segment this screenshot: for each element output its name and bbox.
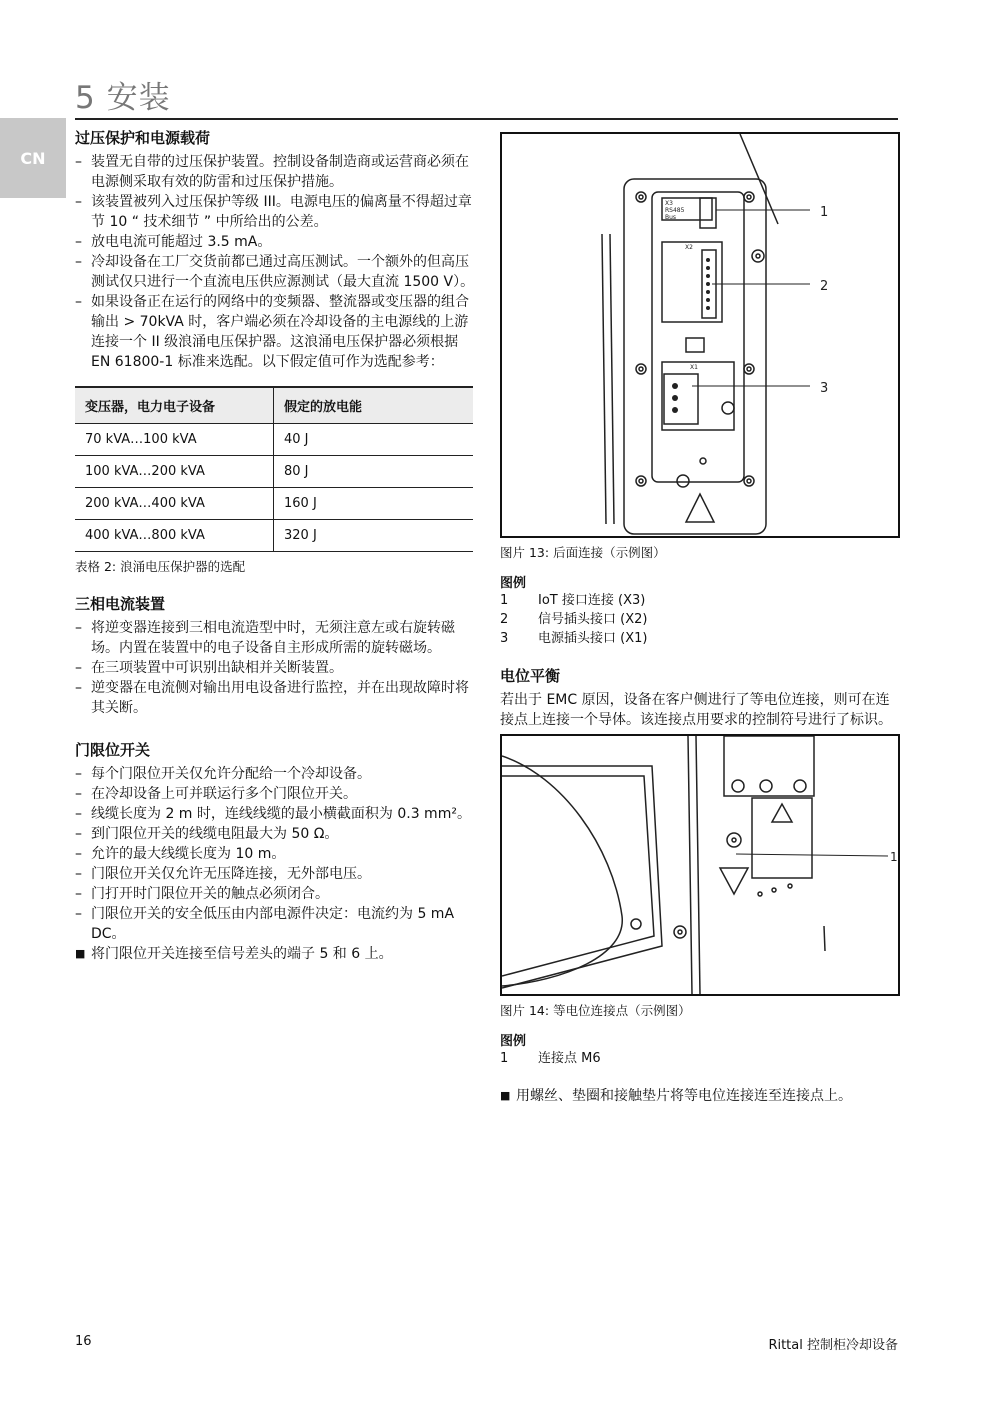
list-item: – 线缆长度为 2 m 时，连线线缆的最小横截面积为 0.3 mm²。: [75, 804, 475, 824]
footer-title: Rittal 控制柜冷却设备: [768, 1338, 898, 1353]
legend-title: 图例: [500, 1034, 527, 1049]
overvoltage-heading: 过压保护和电源载荷: [75, 129, 211, 147]
figure-13-caption: 图片 13: 后面连接（示例图）: [500, 545, 666, 560]
list-item: – 如果设备正在运行的网络中的变频器、整流器或变压器的组合输出 > 70kVA 时，客户端必须在冷却设备的主电源线的上游连接一个 II 级浪涌电压保护器。这浪涌电压保护器必须根据 EN 61800-1 标准来选配。以下假定值可作为选配参考：: [75, 292, 475, 372]
equipotential-action-list: [500, 1086, 900, 1106]
equipotential-text: 若出于 EMC 原因，设备在客户侧进行了等电位连接，则可在连接点上连接一个导体。该连接点用要求的控制符号进行了标识。: [500, 692, 892, 728]
table-cell: 160 J: [274, 488, 474, 520]
three-phase-heading: 三相电流装置: [75, 595, 166, 613]
figure-14-caption: 图片 14: 等电位连接点（示例图）: [500, 1003, 691, 1018]
legend-row: 2 信号插头接口 (X2): [500, 612, 648, 627]
three-phase-list: [75, 618, 475, 718]
table-row: [75, 424, 473, 456]
x3-label: X3: [665, 200, 673, 207]
overvoltage-list: [75, 152, 475, 372]
rs485-label: RS485: [665, 207, 685, 214]
list-item: – 该装置被列入过压保护等级 III。电源电压的偏离量不得超过章节 10 “ 技术细节 ” 中所给出的公差。: [75, 192, 475, 232]
table-cell: 40 J: [274, 424, 474, 456]
table-cell: 70 kVA…100 kVA: [75, 424, 274, 456]
table-row: [75, 456, 473, 488]
callout-1: 1: [820, 205, 829, 220]
callout-1: 1: [890, 850, 898, 864]
list-item: – 逆变器在电流侧对输出用电设备进行监控，并在出现故障时将其关断。: [75, 678, 475, 718]
door-switch-list: [75, 764, 475, 964]
bus-label: Bus: [665, 214, 677, 221]
list-item: – 门打开时门限位开关的触点必须闭合。: [75, 884, 475, 904]
equipotential-illustration: [502, 736, 898, 994]
action-item: ■ 用螺丝、垫圈和接触垫片将等电位连接连至连接点上。: [500, 1086, 900, 1106]
legend-title: 图例: [500, 576, 527, 591]
figure-14-equipotential-point: [500, 734, 900, 996]
list-item: – 到门限位开关的线缆电阻最大为 50 Ω。: [75, 824, 475, 844]
legend-row: 1 连接点 M6: [500, 1051, 601, 1066]
table-header: 假定的放电能: [274, 387, 474, 424]
table-row: [75, 520, 473, 552]
table-cell: 100 kVA…200 kVA: [75, 456, 274, 488]
x2-label: X2: [685, 244, 693, 251]
chapter-title: 5 安装: [75, 80, 171, 116]
page-number: 16: [75, 1334, 92, 1349]
rear-connection-illustration: [502, 134, 898, 536]
language-tab: CN: [0, 118, 66, 198]
header-rule: [75, 118, 898, 120]
legend-row: 3 电源插头接口 (X1): [500, 631, 648, 646]
list-item: – 将逆变器连接到三相电流造型中时，无须注意左或右旋转磁场。内置在装置中的电子设备自主形成所需的旋转磁场。: [75, 618, 475, 658]
figure-13-rear-connection: [500, 132, 900, 538]
x1-label: X1: [690, 364, 698, 371]
door-switch-heading: 门限位开关: [75, 741, 151, 759]
legend-row: 1 IoT 接口连接 (X3): [500, 593, 646, 608]
list-item: – 允许的最大线缆长度为 10 m。: [75, 844, 475, 864]
surge-protector-table: [75, 386, 473, 552]
list-item: – 冷却设备在工厂交货前都已通过高压测试。一个额外的但高压测试仅只进行一个直流电压供应源测试（最大直流 1500 V）。: [75, 252, 475, 292]
table-cell: 320 J: [274, 520, 474, 552]
list-item: – 装置无自带的过压保护装置。控制设备制造商或运营商必须在电源侧采取有效的防雷和过压保护措施。: [75, 152, 475, 192]
action-item: ■ 将门限位开关连接至信号差头的端子 5 和 6 上。: [75, 944, 475, 964]
left-column: [75, 128, 475, 964]
table-header: 变压器，电力电子设备: [75, 387, 274, 424]
list-item: – 门限位开关仅允许无压降连接，无外部电压。: [75, 864, 475, 884]
table-cell: 80 J: [274, 456, 474, 488]
callout-3: 3: [820, 381, 829, 396]
callout-2: 2: [820, 279, 829, 294]
right-column: [500, 128, 900, 1106]
list-item: – 门限位开关的安全低压由内部电源件决定：电流约为 5 mA DC。: [75, 904, 475, 944]
list-item: – 放电电流可能超过 3.5 mA。: [75, 232, 475, 252]
equipotential-heading: 电位平衡: [500, 667, 561, 685]
table-caption: 表格 2: 浪涌电压保护器的选配: [75, 559, 246, 574]
table-row: [75, 488, 473, 520]
list-item: – 每个门限位开关仅允许分配给一个冷却设备。: [75, 764, 475, 784]
table-cell: 200 kVA…400 kVA: [75, 488, 274, 520]
list-item: – 在冷却设备上可并联运行多个门限位开关。: [75, 784, 475, 804]
table-cell: 400 kVA…800 kVA: [75, 520, 274, 552]
list-item: – 在三项装置中可识别出缺相并关断装置。: [75, 658, 475, 678]
